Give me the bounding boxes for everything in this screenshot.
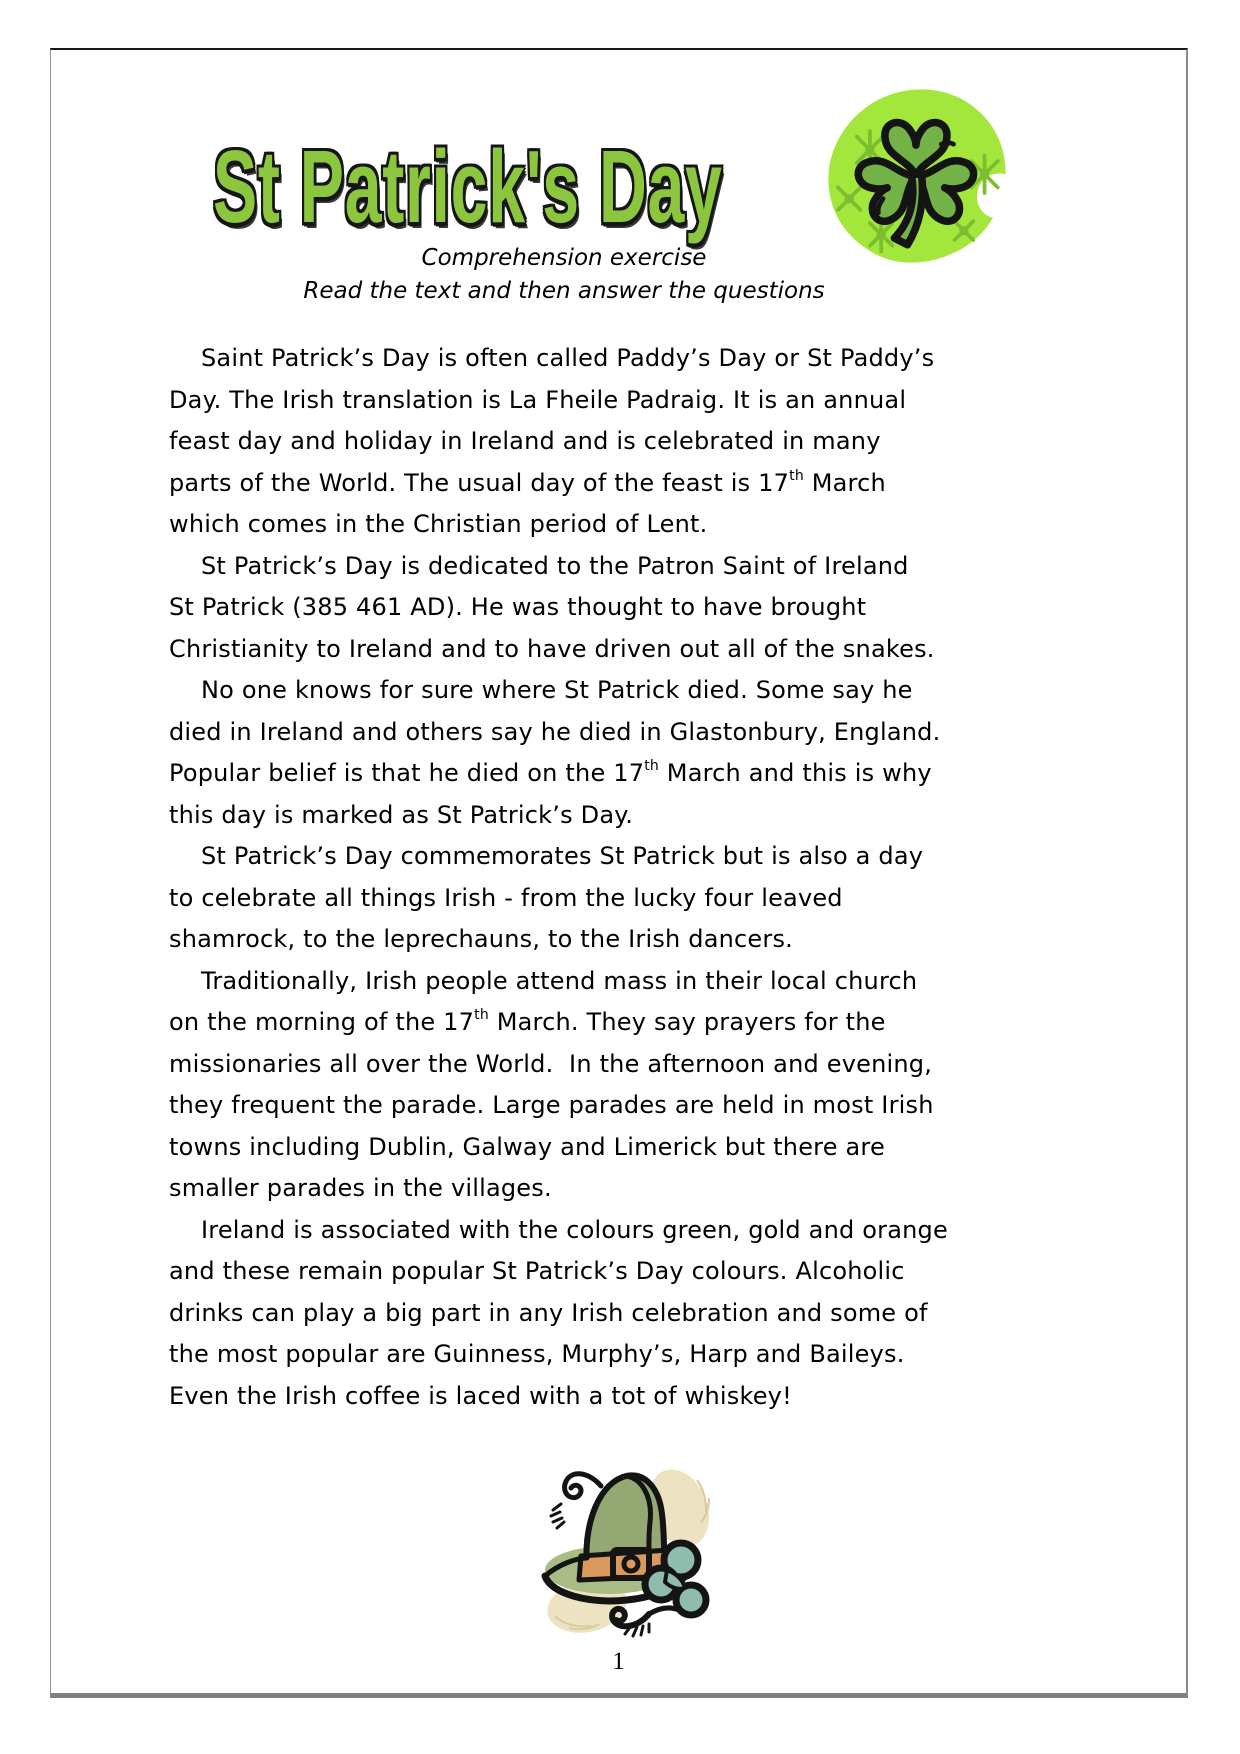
text-line: Popular belief is that he died on the 17th March and this is why: [169, 758, 932, 787]
text-line: towns including Dublin, Galway and Limerick but there are: [169, 1132, 885, 1161]
page-title: St Patrick's Day: [213, 130, 723, 245]
text-line: St Patrick’s Day commemorates St Patrick but is also a day: [201, 842, 924, 870]
text-line: they frequent the parade. Large parades are held in most Irish: [169, 1091, 934, 1119]
text-line: died in Ireland and others say he died in Glastonbury, England.: [169, 717, 941, 746]
text-line: and these remain popular St Patrick’s Day colours. Alcoholic: [169, 1257, 905, 1285]
text-line: Even the Irish coffee is laced with a tot of whiskey!: [169, 1381, 792, 1410]
text-line: to celebrate all things Irish - from the lucky four leaved: [169, 883, 843, 912]
text-line: missionaries all over the World. In the afternoon and evening,: [169, 1049, 933, 1078]
text-line: feast day and holiday in Ireland and is celebrated in many: [169, 427, 881, 455]
text-line: the most popular are Guinness, Murphy’s, Harp and Baileys.: [169, 1340, 905, 1368]
text-line: smaller parades in the villages.: [169, 1174, 552, 1202]
subtitle: [169, 242, 959, 308]
text-line: St Patrick’s Day is dedicated to the Patron Saint of Ireland: [201, 551, 909, 580]
text-line: drinks can play a big part in any Irish celebration and some of: [169, 1298, 928, 1327]
subtitle-line-1: Comprehension exercise: [421, 245, 707, 271]
text-line: Traditionally, Irish people attend mass in their local church: [201, 966, 918, 995]
page-number: 1: [612, 1648, 625, 1675]
text-line: shamrock, to the leprechauns, to the Irish dancers.: [169, 925, 793, 953]
text-line: Saint Patrick’s Day is often called Paddy’s Day or St Paddy’s: [201, 344, 935, 372]
text-line: Ireland is associated with the colours green, gold and orange: [201, 1215, 948, 1244]
text-line: this day is marked as St Patrick’s Day.: [169, 800, 634, 829]
worksheet-page: [50, 48, 1188, 1698]
text-line: parts of the World. The usual day of the feast is 17th March: [169, 467, 886, 497]
text-line: which comes in the Christian period of Lent.: [169, 510, 708, 538]
subtitle-line-2: Read the text and then answer the questions: [303, 278, 825, 304]
article-body: [169, 338, 1089, 1417]
leprechaun-hat-icon: [529, 1458, 729, 1643]
text-line: St Patrick (385 461 AD). He was thought to have brought: [169, 593, 867, 621]
text-line: on the morning of the 17th March. They say prayers for the: [169, 1007, 886, 1036]
text-line: Day. The Irish translation is La Fheile Padraig. It is an annual: [169, 385, 907, 414]
text-line: Christianity to Ireland and to have driven out all of the snakes.: [169, 634, 935, 663]
text-line: No one knows for sure where St Patrick died. Some say he: [201, 676, 913, 704]
